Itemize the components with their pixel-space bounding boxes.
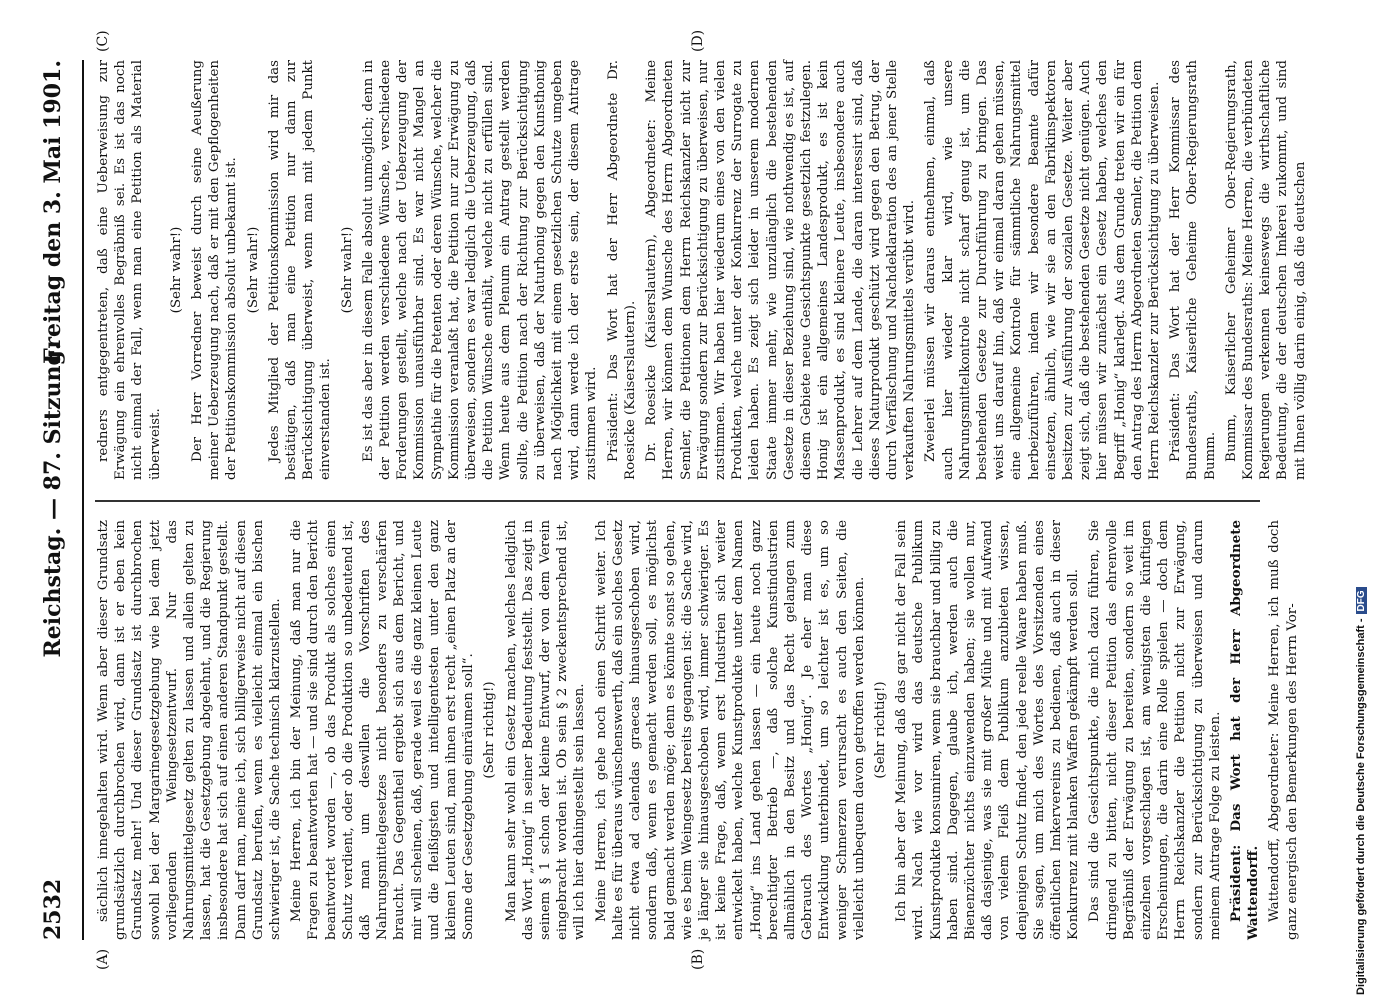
- margin-marker-c: (C): [95, 30, 111, 52]
- digitization-credit: [1355, 55, 1367, 995]
- paragraph: Es ist das aber in diesem Falle absolut unmöglich; denn in der Petition werden verschiedene Wünsche, verschiedene Forderungen gestellt, welche nach der Ueberzeugung der Kommission unausführbar sind. Es war nicht Mangel an Sympathie für die Petenten oder deren Wünsche, welcher die Kommission veranlaßt hat, die Petition nur zur Erwägung zu überweisen, sondern es war lediglich die Ueberzeugung, daß die Petition Wünsche enthält, welche nicht zu erfüllen sind. Wenn heute aus dem Plenum ein Antrag gestellt werden sollte, die Petition nach der Richtung zur Berücksichtigung zu überweisen, daß der Naturhonig gegen den Kunsthonig nach Möglichkeit mit einem gesetzlichen Schutze umgeben wird, dann werde ich der erste sein, der diesem Antrage zustimmen wird.: [360, 60, 600, 480]
- interjection: (Sehr richtig!): [482, 681, 498, 779]
- interjection: (Sehr wahr!): [339, 226, 355, 314]
- paragraph: Meine Herren, ich gehe noch einen Schritt weiter. Ich halte es für überaus wünschenswerth, daß ein solches Gesetz nicht etwa ad calendas graecas hinausgeschoben wird, sondern daß, wenn es gemacht werden soll, es möglichst bald gemacht werden möge; denn es könnte sonst so gehen, wie es beim Weingesetz bereits gegangen ist: die Sache wird, je länger sie hinausgeschoben wird, immer schwieriger. Es ist keine Frage, daß, wenn erst Industrien sich weiter entwickelt haben, welche Kunstprodukte unter dem Namen „Honig“ ins Land gehen lassen — ein heute noch ganz berechtigter Betrieb —, daß solche Kunstindustrien allmählich in den Besitz und das Recht gelangen zum Gebrauch des Wortes „Honig“. Je eher man diese Entwicklung unterbindet, um so leichter ist es, um so weniger Schmerzen verursacht es auch den Seiten, die vielleicht unbequem davon getroffen werden können.: [593, 520, 867, 940]
- dfg-logo: DFG: [1356, 587, 1367, 614]
- column-divider: [95, 501, 1260, 503]
- paragraph: Jedes Mitglied der Petitionskommission wird mir das bestätigen, daß man eine Petition nur dann zur Berücksichtigung überweist, wenn man mit jedem Punkt einverstanden ist.: [266, 60, 334, 480]
- paragraph: Das sind die Gesichtspunkte, die mich dazu führen, Sie dringend zu bitten, nicht dieser Petition das ehrenvolle Begräbniß der Erwägung zu bereiten, sondern so weit im einzelnen vorgeschlagen ist, am wenigsten die künftigen Erscheinungen, die darin eine Rolle spielen — doch dem Herrn Reichskanzler die Petition nicht zur Erwägung, sondern zur Berücksichtigung zu überweisen und darum meinem Antrage Folge zu leisten.: [1087, 520, 1223, 940]
- speaker-paragraph: Präsident: Das Wort hat der Herr Abgeordnete Dr. Roesicke (Kaiserslautern).: [605, 60, 638, 480]
- issue-date: Freitag den 3. Mai 1901.: [40, 60, 66, 364]
- paragraph: Ich bin aber der Meinung, daß das gar nicht der Fall sein wird. Nach wie vor wird das deutsche Publikum Kunstprodukte konsumiren, wenn sie brauchbar und billig zu haben sind. Dagegen, glaube ich, werden auch die Bienenzüchter nichts einzuwenden haben; sie wollen nur, daß dasjenige, was sie mit großer Mühe und mit Aufwand von vielem Fleiß dem Publikum anzubieten wissen, denjenigen Schutz findet, den jede reelle Waare haben muß. Sie sagen, um mich des Wortes des Vorsitzenden eines öffentlichen Imkervereins zu bedienen, daß auch in dieser Konkurrenz mit blanken Waffen gekämpft werden soll.: [894, 520, 1082, 940]
- interjection: (Sehr wahr!): [245, 226, 261, 314]
- left-column: [95, 520, 1300, 940]
- header-rule: [82, 60, 84, 940]
- margin-marker-d: (D): [690, 29, 706, 52]
- session-title: Reichstag. — 87. Sitzung.: [40, 342, 66, 658]
- page-number: 2532: [40, 878, 66, 940]
- paragraph: Bumm, Kaiserlicher Geheimer Ober-Regierungsrath, Kommissar des Bundesraths: Meine Herren, die verbündeten Regierungen verkennen keineswegs die wirthschaftliche Bedeutung, die der deutschen Imkerei zukommt, und sind mit Ihnen völlig darin einig, daß die deutschen: [1223, 60, 1308, 480]
- speaker-paragraph: Wattendorff, Abgeordneter: Meine Herren, ich muß doch ganz energisch den Bemerkungen des Herrn Vor-: [1267, 520, 1300, 940]
- paragraph: Man kann sehr wohl ein Gesetz machen, welches lediglich das Wort „Honig“ in seiner Bedeutung feststellt. Das zeigt in seinem § 1 schon der kleine Entwurf, der von dem Verein eingebracht worden ist. Ob sein § 2 zweckentsprechend ist, will ich hier dahingestellt sein lassen.: [503, 520, 588, 940]
- paragraph: sächlich innegehalten wird. Wenn aber dieser Grundsatz grundsätzlich durchbrochen wird, dann ist er eben kein Grundsatz mehr! Und dieser Grundsatz ist durchbrochen sowohl bei der Margarinegesetzgebung wie bei dem jetzt vorliegenden Weingesetzentwurf. Nur das Nahrungsmittelgesetz gelten zu lassen und allein gelten zu lassen, hat die Gesetzgebung abgelehnt, und die Regierung insbesondere hat sich auf einen anderen Standpunkt gestellt. Dann darf man, meine ich, sich billigerweise nicht auf diesen Grundsatz berufen, wenn es vielleicht einmal ein bischen schwieriger ist, die Sache technisch klarzustellen.: [96, 520, 284, 940]
- paragraph: redners entgegentreten, daß eine Ueberweisung zur Erwägung ein ehrenvolles Begräbniß sei. Es ist das noch nicht einmal der Fall, wenn man eine Petition als Material überweist.: [96, 60, 163, 480]
- paragraph: Der Herr Vorredner beweist durch seine Aeußerung meiner Ueberzeugung nach, daß er mit den Gepflogenheiten der Petitionskommission absolut unbekannt ist.: [190, 60, 240, 480]
- credit-text: Digitalisierung gefördert durch die Deutsche Forschungsgemeinschaft -: [1355, 618, 1367, 995]
- interjection: (Sehr richtig!): [872, 681, 888, 779]
- speaker-paragraph: Präsident: Das Wort hat der Herr Kommissar des Bundesraths, Kaiserliche Geheime Ober-Regierungsrath Bumm.: [1168, 60, 1218, 480]
- margin-marker-b: (B): [690, 948, 706, 970]
- paragraph: Dr. Roesicke (Kaiserslautern), Abgeordneter: Meine Herren, wir können dem Wunsche des Herrn Abgeordneten Semler, die Petitionen dem Herrn Reichskanzler nicht zur Erwägung sondern zur Berücksichtigung zu überweisen, nur zustimmen. Wir haben hier wiederum eines von den vielen Produkten, welche unter der Konkurrenz der Surrogate zu leiden haben. Es zeigt sich leider in unserem modernen Staate immer mehr, wie unzulänglich die bestehenden Gesetze in dieser Beziehung sind, wie nothwendig es ist, auf diesem Gebiete neue Gesichtspunkte gesetzlich festzulegen. Honig ist ein allgemeines Landesprodukt, es ist kein Massenprodukt, es sind kleinere Leute, insbesondere auch die Lehrer auf dem Lande, die daran interessirt sind, daß dieses Naturprodukt geschützt wird gegen den Betrug, der durch Verfälschung und Nachdeklaration des an jener Stelle verkauften Nahrungsmittels verübt wird.: [644, 60, 918, 480]
- page-header: [40, 60, 80, 940]
- interjection: (Sehr wahr!): [168, 226, 184, 314]
- margin-marker-a: (A): [95, 948, 111, 970]
- speaker-paragraph: Präsident: Das Wort hat der Herr Abgeordnete Wattendorff.: [1228, 520, 1262, 940]
- paragraph: Meine Herren, ich bin der Meinung, daß man nur die Fragen zu beantworten hat — und sie sind durch den Bericht beantwortet worden —, ob das Produkt als solches einen Schutz verdient, oder ob die Produktion so unbedeutend ist, daß man um deswillen die Vorschriften des Nahrungsmittelgesetzes nicht besonders zu verschärfen braucht. Das Gegentheil ergiebt sich aus dem Bericht, und mir will scheinen, daß, gerade weil es die ganz kleinen Leute und die fleißigsten und intelligentesten unter den ganz kleinen Leuten sind, man ihnen erst recht „einen Platz an der Sonne der Gesetzgebung einräumen soll“.: [289, 520, 477, 940]
- paragraph: Zweierlei müssen wir daraus entnehmen, einmal, daß auch hier wieder klar wird, wie unsere Nahrungsmittelkontrole nicht scharf genug ist, um die bestehenden Gesetze zur Durchführung zu bringen. Das weist uns darauf hin, daß wir einmal daran gehen müssen, eine allgemeine Kontrole für sämmtliche Nahrungsmittel herbeizuführen, indem wir besondere Beamte dafür einsetzen, ähnlich, wie wir sie an den Fabrikinspektoren besitzen zur Ausführung der sozialen Gesetze. Weiter aber zeigt sich, daß die bestehenden Gesetze nicht genügen. Auch hier müssen wir zunächst ein Gesetz haben, welches den Begriff „Honig“ klarlegt. Aus dem Grunde treten wir ein für den Antrag des Herrn Abgeordneten Semler, die Petition dem Herrn Reichskanzler zur Berücksichtigung zu überweisen.: [923, 60, 1162, 480]
- right-column: [95, 60, 1308, 480]
